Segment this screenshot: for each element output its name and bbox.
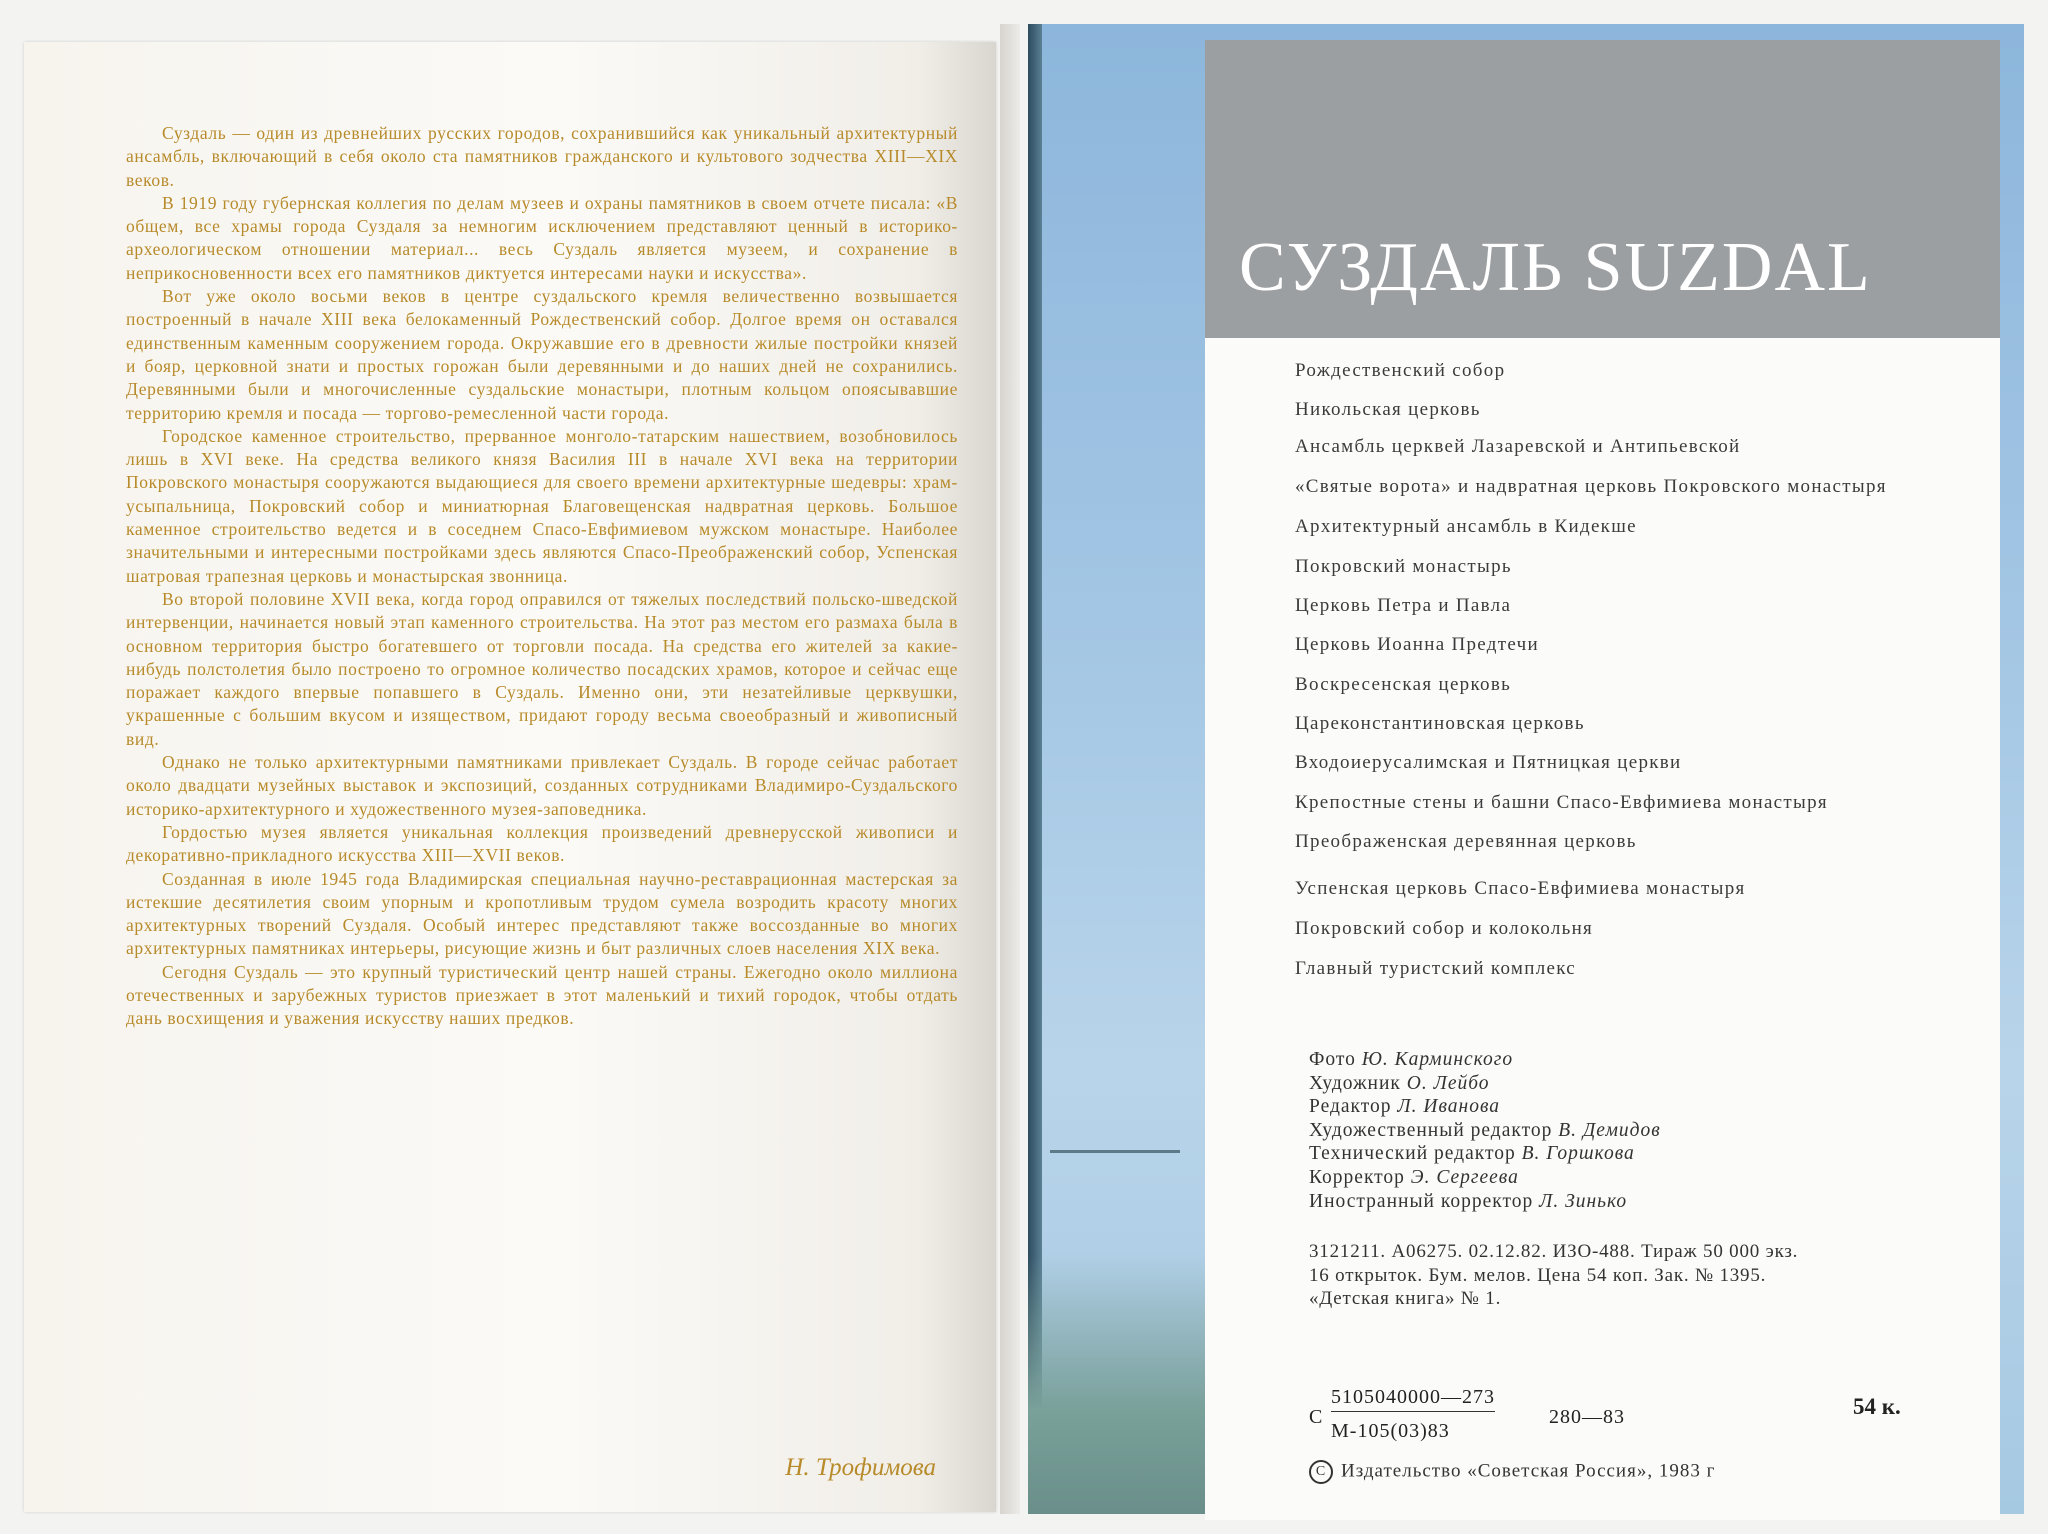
copyright-icon: С	[1309, 1460, 1333, 1484]
imprint-line: «Детская книга» № 1.	[1309, 1288, 1502, 1309]
toc-item: Крепостные стены и башни Спасо-Евфимиева монастыря	[1295, 792, 1828, 813]
copyright-line	[1309, 1460, 1715, 1484]
essay-text	[126, 122, 958, 1031]
imprint-line: 3121211. А06275. 02.12.82. ИЗО-488. Тираж 50 000 экз.	[1309, 1241, 1799, 1262]
toc-item: Покровский монастырь	[1295, 556, 1512, 577]
toc-item: Главный туристский комплекс	[1295, 958, 1577, 979]
bird-silhouette	[1050, 1150, 1180, 1153]
contents-card	[1205, 40, 2000, 1520]
credit-role: Технический редактор	[1309, 1143, 1516, 1165]
copyright-text: Издательство «Советская Россия», 1983 г	[1341, 1460, 1716, 1482]
foliage-area	[1028, 1254, 1208, 1514]
imprint-line: 16 открыток. Бум. мелов. Цена 54 коп. Зак. № 1395.	[1309, 1264, 1767, 1286]
credit-line	[1309, 1119, 1661, 1143]
code-prefix: С	[1309, 1406, 1324, 1428]
author-signature: Н. Трофимова	[785, 1454, 936, 1481]
title-band	[1205, 40, 2000, 338]
toc-item: Рождественский собор	[1295, 360, 1506, 381]
toc-item: Покровский собор и колокольня	[1295, 918, 1594, 939]
code-suffix: 280—83	[1549, 1406, 1625, 1428]
credit-line	[1309, 1142, 1661, 1166]
credit-name: Э. Сергеева	[1410, 1166, 1519, 1188]
toc-item: Цареконстантиновская церковь	[1295, 713, 1585, 734]
contents-list	[1295, 358, 1945, 982]
toc-item: Входоиерусалимская и Пятницкая церкви	[1295, 752, 1682, 773]
credit-name: В. Горшкова	[1521, 1143, 1635, 1165]
essay-paragraph-9: Сегодня Суздаль — это крупный туристический центр нашей страны. Ежегодно около миллиона отечественных и зарубежных туристов приезжает в этот маленький и тихий городок, чтобы отдать дань восхищения и уважения искусству наших предков.	[126, 961, 958, 1029]
essay-paragraph-1: Суздаль — один из древнейших русских городов, сохранившийся как уникальный архитектурный ансамбль, включающий в себя около ста памятников гражданского и культового зодчества XIII—XIX веков.	[126, 123, 958, 190]
price-label: 54 к.	[1853, 1394, 1901, 1419]
credit-role: Иностранный корректор	[1309, 1190, 1534, 1212]
imprint-block	[1309, 1240, 1909, 1311]
credit-line	[1309, 1166, 1661, 1190]
toc-item: Никольская церковь	[1295, 399, 1481, 420]
credit-role: Редактор	[1309, 1096, 1392, 1118]
page-gutter	[1000, 24, 1020, 1514]
toc-item: Преображенская деревянная церковь	[1295, 831, 1637, 852]
credit-name: В. Демидов	[1558, 1119, 1661, 1141]
essay-paragraph-7: Гордостью музея является уникальная коллекция произведений древнерусской живописи и декоративно-прикладного искусства XIII—XVII веков.	[126, 821, 958, 866]
toc-item: Архитектурный ансамбль в Кидекше	[1295, 516, 1637, 537]
code-numerator: 5105040000—273	[1331, 1386, 1495, 1412]
credit-line	[1309, 1095, 1661, 1119]
essay-paragraph-4: Городское каменное строительство, прерванное монголо-татарским нашествием, возобновилось лишь в XVI веке. На средства великого князя Василия III в начале XVI века на территории Покровского монастыря сооружаются выдающиеся для своего времени архитектурные шедевры: храм-усыпальница, Покровский собор и миниатюрная Благовещенская надвратная церковь. Большое каменное строительство ведется и в соседнем Спасо-Евфимиевом мужском монастыре. Наиболее значительными и интересными постройками здесь являются Спасо-Преображенский собор, Успенская шатровая трапезная церковь и монастырская звонница.	[126, 425, 958, 586]
toc-item: Церковь Петра и Павла	[1295, 595, 1512, 616]
essay-paragraph-5: Во второй половине XVII века, когда город оправился от тяжелых последствий польско-шведской интервенции, начинается новый этап каменного строительства. На этот раз местом его размаха была в основном территория быстро богатевшего от торговли посада. На средства его жителей за какие-нибудь полстолетия было построено то огромное количество посадских храмов, которое и сейчас еще поражает каждого впервые попавшего в Суздаль. Именно они, эти незатейливые церквушки, украшенные с большим вкусом и изяществом, придают городу весьма своеобразный и живописный вид.	[126, 588, 958, 749]
left-page	[24, 42, 996, 1512]
toc-item: Церковь Иоанна Предтечи	[1295, 634, 1539, 655]
code-denominator: М-105(03)83	[1331, 1420, 1450, 1442]
toc-item: Ансамбль церквей Лазаревской и Антипьевской	[1295, 436, 1741, 457]
credit-line	[1309, 1190, 1661, 1214]
page-title: СУЗДАЛЬ SUZDAL	[1239, 229, 1872, 306]
credit-line	[1309, 1048, 1661, 1072]
credit-role: Художник	[1309, 1072, 1401, 1094]
credit-name: Л. Зинько	[1539, 1190, 1628, 1212]
credit-role: Фото	[1309, 1049, 1356, 1070]
essay-paragraph-2: В 1919 году губернская коллегия по делам музеев и охраны памятников в своем отчете писала: «В общем, все храмы города Суздаля за немногим исключением представляют ценный в историко-археологическом отношении материал... весь Суздаль является музеем, и сохранение в неприкосновенности всех его памятников диктуется интересами науки и искусства».	[126, 192, 958, 283]
credit-line	[1309, 1072, 1661, 1096]
toc-item: Успенская церковь Спасо-Евфимиева монастыря	[1295, 878, 1746, 899]
credit-name: Ю. Карминского	[1361, 1049, 1514, 1070]
credits-block	[1309, 1048, 1661, 1213]
toc-item: Воскресенская церковь	[1295, 674, 1512, 695]
credit-name: О. Лейбо	[1406, 1072, 1490, 1094]
credit-role: Корректор	[1309, 1166, 1405, 1188]
essay-paragraph-3: Вот уже около восьми веков в центре суздальского кремля величественно возвышается построенный в начале XIII века белокаменный Рождественский собор. Долгое время он оставался единственным каменным сооружением города. Окружавшие его в древности жилые постройки князей и бояр, церковной знати и простых горожан были деревянными и до наших дней не сохранились. Деревянными были и многочисленные суздальские монастыри, плотным кольцом опоясывавшие территорию кремля и посада — торгово-ремесленной части города.	[126, 286, 958, 423]
toc-item: «Святые ворота» и надвратная церковь Покровского монастыря	[1295, 476, 1887, 497]
essay-paragraph-6: Однако не только архитектурными памятниками привлекает Суздаль. В городе сейчас работает около двадцати музейных выставок и экспозиций, созданных сотрудниками Владимиро-Суздальского историко-архитектурного и художественного музея-заповедника.	[126, 752, 958, 819]
credit-role: Художественный редактор	[1309, 1119, 1553, 1141]
essay-paragraph-8: Созданная в июле 1945 года Владимирская специальная научно-реставрационная мастерская за истекшие десятилетия своим упорным и кропотливым трудом сумела возродить красоту многих архитектурных творений Суздаля. Особый интерес представляют также воссозданные во многих архитектурных памятниках интерьеры, рисующие жизнь и быт различных слоев населения XIX века.	[126, 868, 958, 959]
credit-name: Л. Иванова	[1397, 1096, 1501, 1118]
